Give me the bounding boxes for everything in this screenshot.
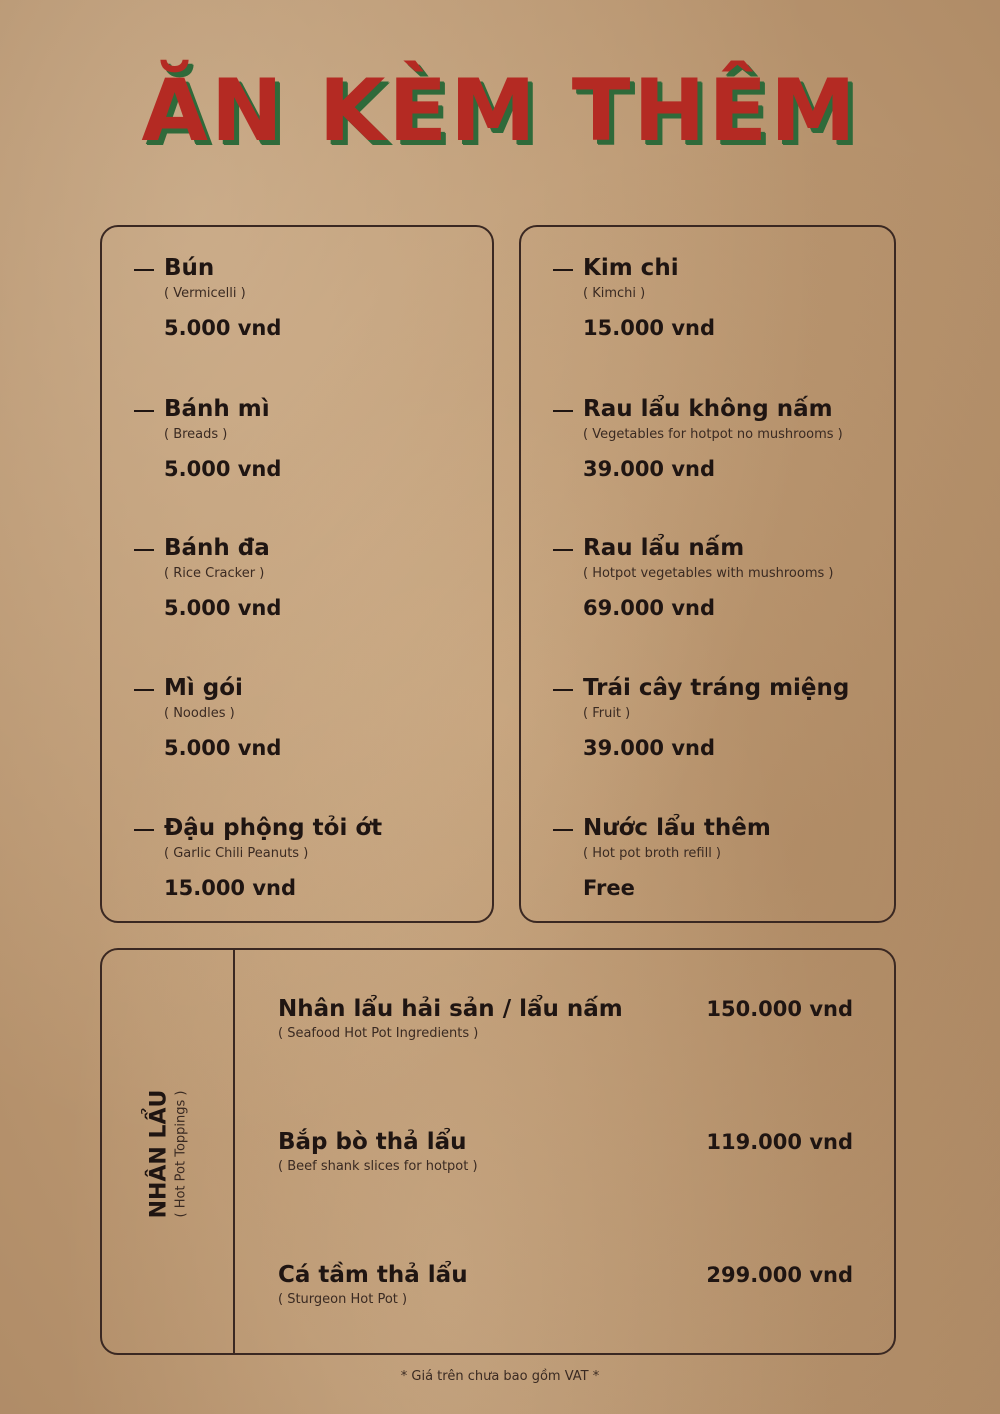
item-price: 39.000 vnd	[583, 456, 716, 481]
item-translation: ( Hotpot vegetables with mushrooms )	[583, 565, 834, 581]
dash-icon	[134, 689, 154, 691]
item-price: 15.000 vnd	[164, 875, 297, 900]
item-price: 5.000 vnd	[164, 595, 282, 620]
menu-item-nuoc-lau	[553, 815, 771, 900]
section-divider	[233, 950, 235, 1353]
menu-item-rau-lau-nam	[553, 535, 833, 620]
page-title: ĂN KÈM THÊM	[141, 61, 859, 161]
item-translation: ( Garlic Chili Peanuts )	[164, 845, 309, 861]
left-menu-panel	[100, 225, 494, 923]
item-translation: ( Beef shank slices for hotpot )	[278, 1158, 478, 1174]
item-name: Nước lẩu thêm	[583, 815, 771, 841]
topping-item-beef-shank	[278, 1129, 853, 1174]
dash-icon	[134, 410, 154, 412]
item-name: Kim chi	[583, 255, 679, 281]
item-name: Rau lẩu không nấm	[583, 396, 833, 422]
dash-icon	[553, 269, 573, 271]
topping-item-seafood	[278, 996, 853, 1041]
item-price: Free	[583, 875, 635, 900]
topping-item-sturgeon	[278, 1262, 853, 1307]
item-name: Đậu phộng tỏi ớt	[164, 815, 383, 841]
item-name: Bánh mì	[164, 396, 270, 422]
item-price: 5.000 vnd	[164, 735, 282, 760]
item-translation: ( Hot pot broth refill )	[583, 845, 722, 861]
toppings-section-label	[147, 1090, 188, 1219]
dash-icon	[134, 549, 154, 551]
toppings-panel	[100, 948, 896, 1355]
item-price: 69.000 vnd	[583, 595, 716, 620]
dash-icon	[134, 269, 154, 271]
item-price: 299.000 vnd	[706, 1263, 853, 1287]
item-translation: ( Noodles )	[164, 705, 235, 721]
item-name: Trái cây tráng miệng	[583, 675, 850, 701]
dash-icon	[134, 829, 154, 831]
item-price: 39.000 vnd	[583, 735, 716, 760]
item-price: 150.000 vnd	[706, 997, 853, 1021]
item-name: Mì gói	[164, 675, 243, 701]
menu-item-bun	[134, 255, 281, 340]
item-translation: ( Seafood Hot Pot Ingredients )	[278, 1025, 479, 1041]
dash-icon	[553, 410, 573, 412]
item-translation: ( Breads )	[164, 426, 228, 442]
vat-footnote: * Giá trên chưa bao gồm VAT *	[400, 1369, 600, 1384]
menu-item-banh-da	[134, 535, 281, 620]
section-subtitle: ( Hot Pot Toppings )	[173, 1090, 189, 1218]
item-name: Bắp bò thả lẩu	[278, 1129, 467, 1155]
item-translation: ( Kimchi )	[583, 285, 646, 301]
menu-item-dau-phong	[134, 815, 382, 900]
item-translation: ( Fruit )	[583, 705, 631, 721]
item-translation: ( Vegetables for hotpot no mushrooms )	[583, 426, 843, 442]
item-name: Rau lẩu nấm	[583, 535, 745, 561]
item-name: Bún	[164, 255, 215, 281]
item-price: 5.000 vnd	[164, 315, 282, 340]
item-translation: ( Sturgeon Hot Pot )	[278, 1291, 408, 1307]
item-translation: ( Vermicelli )	[164, 285, 246, 301]
item-price: 15.000 vnd	[583, 315, 716, 340]
item-price: 5.000 vnd	[164, 456, 282, 481]
menu-item-banh-mi	[134, 396, 281, 481]
dash-icon	[553, 829, 573, 831]
dash-icon	[553, 689, 573, 691]
menu-item-trai-cay	[553, 675, 849, 760]
item-name: Nhân lẩu hải sản / lẩu nấm	[278, 996, 623, 1022]
dash-icon	[553, 549, 573, 551]
item-name: Bánh đa	[164, 535, 270, 561]
menu-item-kim-chi	[553, 255, 715, 340]
right-menu-panel	[519, 225, 896, 923]
menu-item-mi-goi	[134, 675, 281, 760]
item-translation: ( Rice Cracker )	[164, 565, 265, 581]
menu-item-rau-lau-khong-nam	[553, 396, 843, 481]
section-title: NHÂN LẨU	[146, 1089, 172, 1219]
item-name: Cá tầm thả lẩu	[278, 1262, 468, 1288]
item-price: 119.000 vnd	[706, 1130, 853, 1154]
